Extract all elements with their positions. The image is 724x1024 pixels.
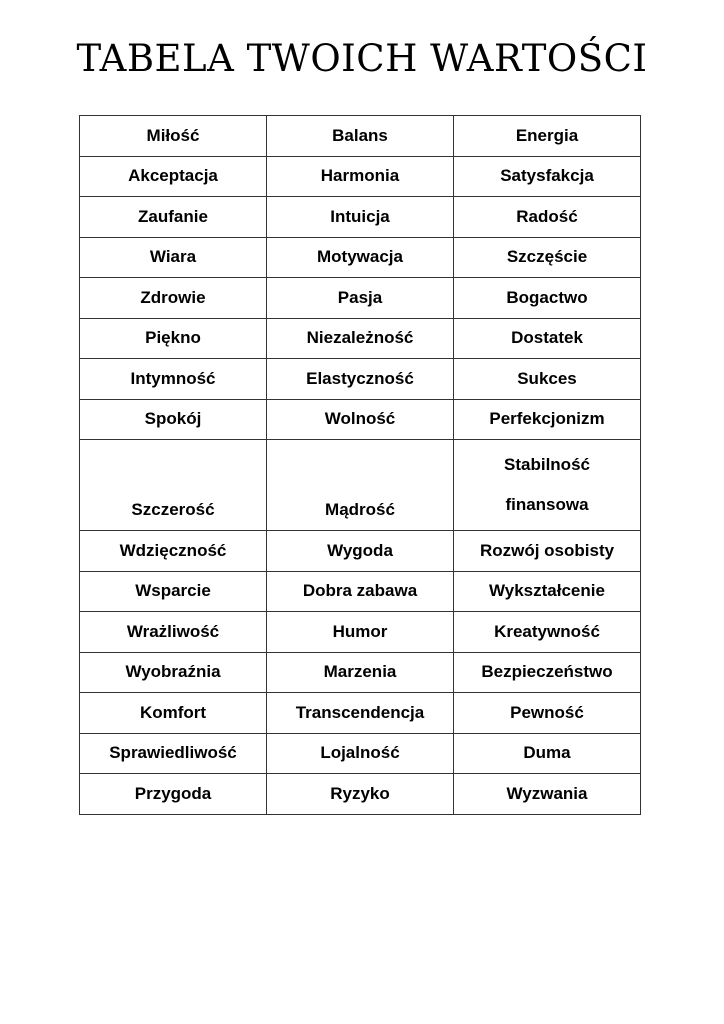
table-cell: Wykształcenie bbox=[454, 571, 641, 612]
table-row bbox=[80, 237, 641, 278]
table-row bbox=[80, 733, 641, 774]
table-cell: Akceptacja bbox=[80, 156, 267, 197]
table-cell: Lojalność bbox=[267, 733, 454, 774]
table-row bbox=[80, 440, 641, 531]
table-cell: Spokój bbox=[80, 399, 267, 440]
table-cell: Sukces bbox=[454, 359, 641, 400]
table-cell: Motywacja bbox=[267, 237, 454, 278]
table-row bbox=[80, 774, 641, 815]
table-cell: Elastyczność bbox=[267, 359, 454, 400]
table-cell: Szczerość bbox=[80, 440, 267, 531]
table-cell: Duma bbox=[454, 733, 641, 774]
table-cell: Harmonia bbox=[267, 156, 454, 197]
table-cell: Intymność bbox=[80, 359, 267, 400]
table-cell: Wolność bbox=[267, 399, 454, 440]
table-cell: Wyzwania bbox=[454, 774, 641, 815]
table-cell: Rozwój osobisty bbox=[454, 531, 641, 572]
table-cell: Wyobraźnia bbox=[80, 652, 267, 693]
table-cell: Wiara bbox=[80, 237, 267, 278]
table-cell: Bezpieczeństwo bbox=[454, 652, 641, 693]
values-table bbox=[79, 115, 641, 815]
table-row bbox=[80, 571, 641, 612]
table-cell: Dostatek bbox=[454, 318, 641, 359]
table-cell: Piękno bbox=[80, 318, 267, 359]
table-cell: Intuicja bbox=[267, 197, 454, 238]
table-row bbox=[80, 652, 641, 693]
table-cell: Marzenia bbox=[267, 652, 454, 693]
table-cell: Niezależność bbox=[267, 318, 454, 359]
table-row bbox=[80, 197, 641, 238]
table-cell: Bogactwo bbox=[454, 278, 641, 319]
wrapped-line-2: finansowa bbox=[505, 495, 589, 514]
table-cell: Zdrowie bbox=[80, 278, 267, 319]
table-cell: Dobra zabawa bbox=[267, 571, 454, 612]
table-cell: Ryzyko bbox=[267, 774, 454, 815]
table-cell: Pasja bbox=[267, 278, 454, 319]
table-row bbox=[80, 318, 641, 359]
table-cell-wrapped bbox=[454, 440, 641, 531]
table-cell: Kreatywność bbox=[454, 612, 641, 653]
table-cell: Transcendencja bbox=[267, 693, 454, 734]
table-cell: Miłość bbox=[80, 116, 267, 157]
table-row bbox=[80, 278, 641, 319]
table-cell: Przygoda bbox=[80, 774, 267, 815]
table-cell: Humor bbox=[267, 612, 454, 653]
table-row bbox=[80, 531, 641, 572]
table-row bbox=[80, 693, 641, 734]
table-cell: Radość bbox=[454, 197, 641, 238]
table-row bbox=[80, 612, 641, 653]
table-row bbox=[80, 156, 641, 197]
table-cell: Wygoda bbox=[267, 531, 454, 572]
table-cell: Wsparcie bbox=[80, 571, 267, 612]
table-cell: Zaufanie bbox=[80, 197, 267, 238]
table-cell: Wrażliwość bbox=[80, 612, 267, 653]
table-cell: Sprawiedliwość bbox=[80, 733, 267, 774]
table-cell: Energia bbox=[454, 116, 641, 157]
table-cell: Komfort bbox=[80, 693, 267, 734]
table-row bbox=[80, 116, 641, 157]
table-cell: Satysfakcja bbox=[454, 156, 641, 197]
table-row bbox=[80, 359, 641, 400]
table-cell: Wdzięczność bbox=[80, 531, 267, 572]
page-title: TABELA TWOICH WARTOŚCI bbox=[76, 37, 648, 80]
table-cell: Mądrość bbox=[267, 440, 454, 531]
wrapped-line-1: Stabilność bbox=[504, 455, 590, 474]
table-row bbox=[80, 399, 641, 440]
table-cell: Pewność bbox=[454, 693, 641, 734]
table-cell: Balans bbox=[267, 116, 454, 157]
table-cell: Perfekcjonizm bbox=[454, 399, 641, 440]
table-cell: Szczęście bbox=[454, 237, 641, 278]
